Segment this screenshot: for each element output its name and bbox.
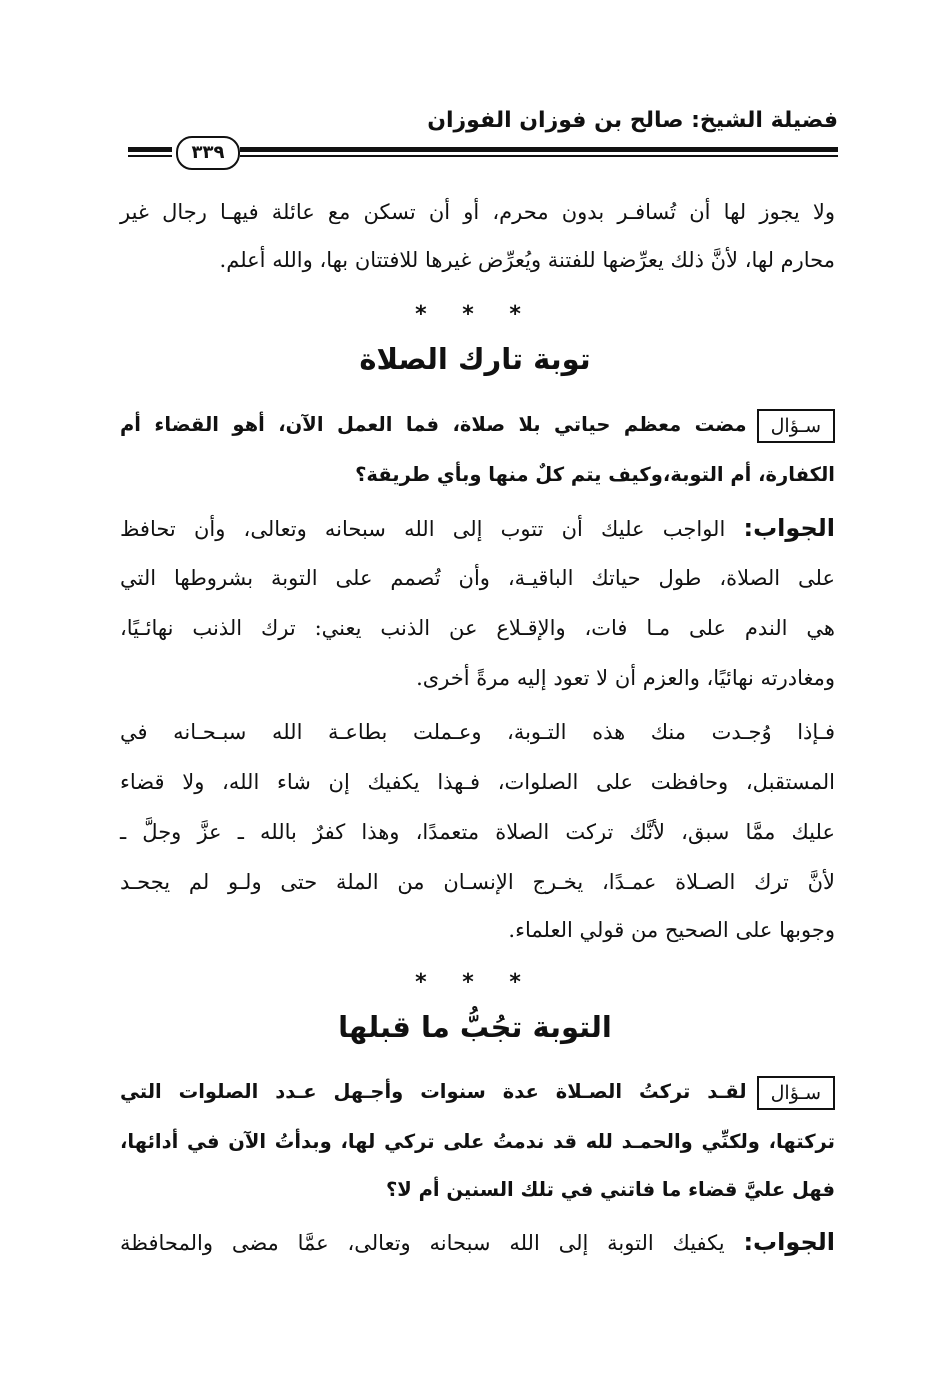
- question-text: لقـد تركتُ الصـلاة عدة سنوات وأجـهل عـدد الصلوات التي: [120, 1080, 747, 1103]
- question-line-1: [120, 405, 835, 445]
- paragraph-line-5: وجوبها على الصحيح من قولي العلماء.: [508, 918, 835, 942]
- header-rule-left-thick: [128, 147, 172, 152]
- paragraph-line-4: لأنَّ ترك الصـلاة عمـدًا، يخـرج الإنسـان من الملة حتى ولـو لم يجحـد: [120, 870, 835, 894]
- header-rule-left-thin: [128, 155, 172, 157]
- answer-line-1: [120, 1222, 835, 1262]
- question-line-3: فهل عليَّ قضاء ما فاتني في تلك السنين أم لا؟: [386, 1178, 835, 1201]
- question-line-2: تركتها، ولكنِّي والحمـد لله قد ندمتُ على تركي لها، وبدأتُ الآن في أدائها،: [120, 1130, 835, 1153]
- page-number: ٣٣٩: [176, 136, 240, 170]
- answer-label: الجواب:: [743, 514, 835, 542]
- paragraph-line-1: فـإذا وُجـدت منك هذه التـوبة، وعـملت بطاعـة الله سبـحـانه في: [120, 720, 835, 744]
- section-separator: * * *: [415, 970, 535, 995]
- answer-text: الواجب عليك أن تتوب إلى الله سبحانه وتعالى، وأن تحافظ: [120, 517, 726, 541]
- section-heading: التوبة تجُبُّ ما قبلها: [338, 1010, 612, 1044]
- running-header-title: فضيلة الشيخ: صالح بن فوزان الفوزان: [427, 108, 838, 133]
- paragraph-line-3: عليك ممَّا سبق، لأنَّك تركت الصلاة متعمدًا، وهذا كفرٌ بالله ـ عزَّ وجلَّ ـ: [120, 820, 835, 844]
- header-rule-thick: [240, 147, 838, 152]
- header-rule-thin: [240, 155, 838, 157]
- section-heading: توبة تارك الصلاة: [359, 342, 591, 376]
- answer-line-3: هي الندم على مـا فات، والإقـلاع عن الذنب يعني: ترك الذنب نهائـيًا،: [120, 616, 835, 640]
- intro-line-1: ولا يجوز لها أن تُسافـر بدون محرم، أو أن تسكن مع عائلة فيهـا رجال غير: [120, 200, 835, 224]
- answer-label: الجواب:: [743, 1228, 835, 1256]
- answer-line-4: ومغادرته نهائيًا، والعزم أن لا تعود إليه مرةً أخرى.: [416, 666, 835, 690]
- answer-line-2: على الصلاة، طول حياتك الباقيـة، وأن تُصمم على التوبة بشروطها التي: [120, 566, 835, 590]
- answer-line-1: [120, 508, 835, 548]
- paragraph-line-2: المستقبل، وحافظت على الصلوات، فـهذا يكفيك إن شاء الله، ولا قضاء: [120, 770, 835, 794]
- answer-text: يكفيك التوبة إلى الله سبحانه وتعالى، عمَّا مضى والمحافظة: [120, 1231, 725, 1255]
- question-line-2: الكفارة، أم التوبة،وكيف يتم كلٌ منها وبأي طريقة؟: [355, 463, 835, 486]
- intro-line-2: محارم لها، لأنَّ ذلك يعرِّضها للفتنة ويُعرِّض غيرها للافتتان بها، والله أعلم.: [219, 248, 835, 272]
- section-separator: * * *: [415, 302, 535, 327]
- question-label: سـؤال: [757, 1076, 835, 1110]
- question-label: سـؤال: [757, 409, 835, 443]
- question-line-1: [120, 1072, 835, 1112]
- question-text: مضت معظم حياتي بلا صلاة، فما العمل الآن، أهو القضاء أم: [120, 413, 747, 436]
